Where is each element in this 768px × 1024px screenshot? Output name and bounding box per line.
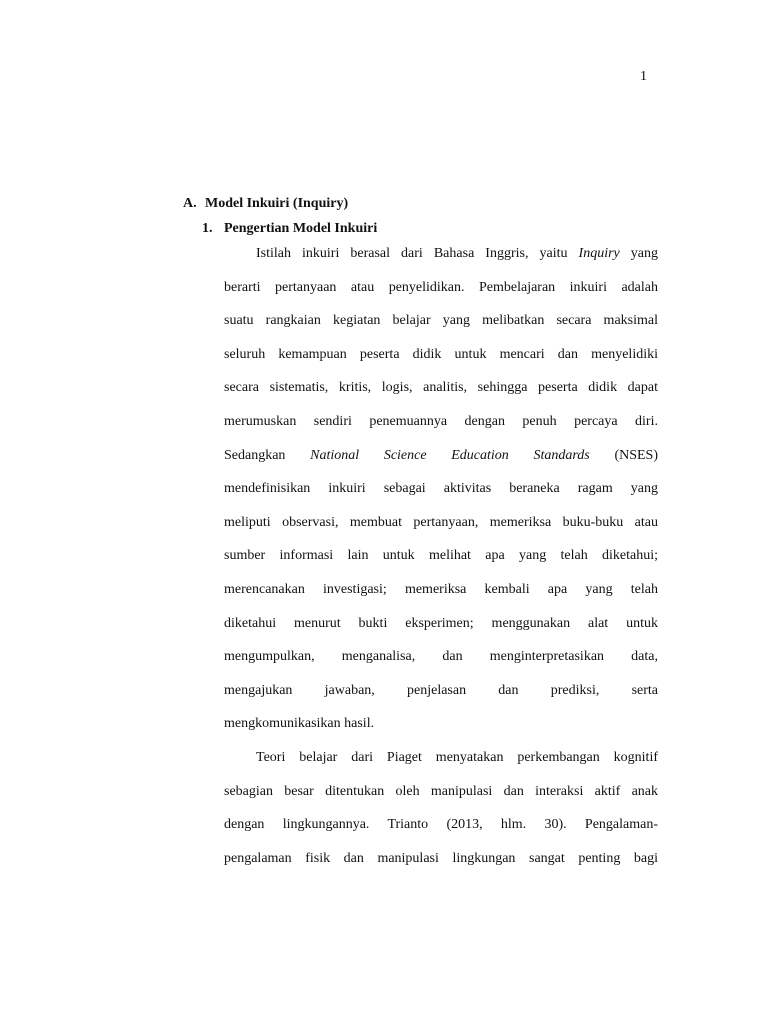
subsection-title: Pengertian Model Inkuiri — [224, 221, 378, 236]
paragraph-line: seluruh kemampuan peserta didik untuk mencari dan menyelidiki — [224, 346, 658, 362]
section-title: Model Inkuiri (Inquiry) — [205, 196, 349, 211]
paragraph-line: Teori belajar dari Piaget menyatakan perkembangan kognitif — [256, 750, 658, 765]
section-marker: A. — [183, 196, 197, 211]
paragraph-1 — [224, 244, 658, 748]
subsection-marker: 1. — [202, 221, 213, 236]
paragraph-line: diketahui menurut bukti eksperimen; menggunakan alat untuk — [224, 615, 658, 631]
paragraph-line: merumuskan sendiri penemuannya dengan penuh percaya diri. — [224, 413, 658, 429]
page-number: 1 — [640, 69, 647, 84]
section-heading — [183, 196, 348, 212]
text-run: yang — [630, 246, 658, 261]
paragraph-line: mendefinisikan inkuiri sebagai aktivitas beraneka ragam yang — [224, 481, 658, 497]
paragraph-line: mengumpulkan, menganalisa, dan menginterpretasikan data, — [224, 649, 658, 665]
paragraph-line: sumber informasi lain untuk melihat apa yang telah diketahui; — [224, 548, 658, 564]
italic-term: Inquiry — [578, 246, 620, 261]
paragraph-line: sebagian besar ditentukan oleh manipulasi dan interaksi aktif anak — [224, 783, 658, 799]
paragraph-2 — [224, 748, 658, 882]
paragraph-line: pengalaman fisik dan manipulasi lingkungan sangat penting bagi — [224, 850, 658, 866]
text-run: (NSES) — [614, 447, 658, 463]
subsection-heading — [202, 221, 377, 237]
paragraph-line — [224, 244, 658, 278]
paragraph-line: merencanakan investigasi; memeriksa kembali apa yang telah — [224, 581, 658, 597]
paragraph-line: mengkomunikasikan hasil. — [224, 716, 375, 732]
italic-term: National Science Education Standards — [310, 447, 590, 463]
paragraph-line: mengajukan jawaban, penjelasan dan prediksi, serta — [224, 682, 658, 698]
paragraph-line: berarti pertanyaan atau penyelidikan. Pembelajaran inkuiri adalah — [224, 279, 658, 295]
paragraph-line: meliputi observasi, membuat pertanyaan, memeriksa buku-buku atau — [224, 514, 658, 530]
paragraph-line: secara sistematis, kritis, logis, analitis, sehingga peserta didik dapat — [224, 380, 658, 396]
paragraph-line: dengan lingkungannya. Trianto (2013, hlm. 30). Pengalaman- — [224, 817, 658, 833]
text-run: Sedangkan — [224, 447, 286, 463]
paragraph-line: suatu rangkaian kegiatan belajar yang melibatkan secara maksimal — [224, 313, 658, 329]
paragraph-line — [224, 446, 658, 480]
text-run: Istilah inkuiri berasal dari Bahasa Inggris, yaitu — [256, 246, 568, 261]
